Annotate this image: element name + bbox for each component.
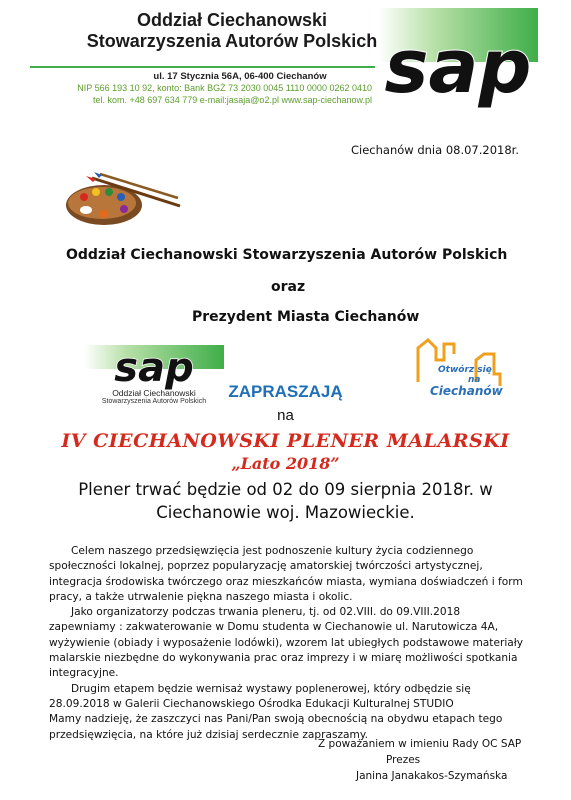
event-duration-line1: Plener trwać będzie od 02 do 09 sierpnia 2018r. w (78, 480, 493, 499)
event-subtitle: „Lato 2018” (231, 454, 340, 473)
signature-role: Prezes (386, 754, 421, 766)
city-logo-line1: Otwórz się (438, 365, 492, 375)
org-title-line1: Oddział Ciechanowski (136, 10, 328, 30)
body-paragraph-1: Celem naszego przedsięwzięcia jest podnoszenie kultury życia codziennego społeczności lokalnej, poprzez popularyzację amatorskiej twórczości artystycznej, integracja środowiska twórczego oraz mieszkańców miasta, wymiana doświadczeń i form pracy, a także utrwalenie piękna naszego miasta i okolic. (49, 545, 523, 603)
sap-logo-name: Oddział Ciechanowski (112, 388, 196, 398)
body-paragraph-4: Mamy nadzieję, że zaszczyci nas Pani/Pan swoją obecnością na obydwu etapach tego przedsięwzięcia, na które już dzisiaj serdecznie zapraszamy. (49, 713, 503, 741)
body-paragraph-3: Drugim etapem będzie wernisaż wystawy poplenerowej, który odbędzie się 28.09.2018 w Galerii Ciechanowskiego Ośrodka Edukacji Kulturalnej STUDIO (49, 682, 471, 710)
paint-palette-icon (62, 170, 182, 232)
org-nip-bank: NIP 566 193 10 92, konto: Bank BGŻ 73 2030 0045 1110 0000 0262 0410 (77, 83, 372, 93)
letter-body (49, 544, 529, 743)
signature-name: Janina Janakakos-Szymańska (356, 770, 508, 782)
body-paragraph-2: Jako organizatorzy podczas trwania pleneru, tj. od 02.VIII. do 09.VIII.2018 zapewniamy : zakwaterowanie w Domu studenta w Ciechanowie ul. Narutowicza 4A, wyżywienie (obiady i wyposażenie lodówki), wzorem lat ubiegłych podstawowe materiały malarskie niezbędne do wykonywania prac oraz imprezy i w miarę możliwości spotkania integracyjne. (49, 606, 524, 680)
event-title: IV CIECHANOWSKI PLENER MALARSKI (61, 430, 510, 452)
letter-date: Ciechanów dnia 08.07.2018r. (350, 143, 519, 157)
org-title-line2: Stowarzyszenia Autorów Polskich (86, 31, 378, 51)
organizer-conjunction: oraz (271, 279, 306, 295)
sap-logo (378, 8, 538, 112)
svg-text:sap: sap (114, 345, 194, 391)
svg-text:sap: sap (384, 24, 532, 110)
event-duration-line2: Ciechanowie woj. Mazowieckie. (156, 503, 415, 522)
invitation-verb: ZAPRASZAJĄ (228, 382, 343, 401)
org-title (82, 10, 382, 52)
header-divider (30, 66, 375, 68)
org-address: ul. 17 Stycznia 56A, 06-400 Ciechanów (153, 71, 327, 82)
org-contact: tel. kom. +48 697 634 779 e-mail:jasaja@o2.pl www.sap-ciechanow.pl (92, 95, 372, 105)
organizer-line-2: Prezydent Miasta Ciechanów (192, 309, 420, 325)
event-duration (20, 478, 551, 524)
signature-greeting: Z poważaniem w imieniu Rady OC SAP (318, 738, 522, 750)
organizer-line-1: Oddział Ciechanowski Stowarzyszenia Autorów Polskich (66, 247, 508, 263)
city-logo-line3: Ciechanów (430, 384, 503, 398)
sap-logo-subtitle: Stowarzyszenia Autorów Polskich (101, 398, 207, 405)
city-logo-line2: na (468, 375, 481, 385)
invitation-preposition: na (277, 407, 294, 424)
